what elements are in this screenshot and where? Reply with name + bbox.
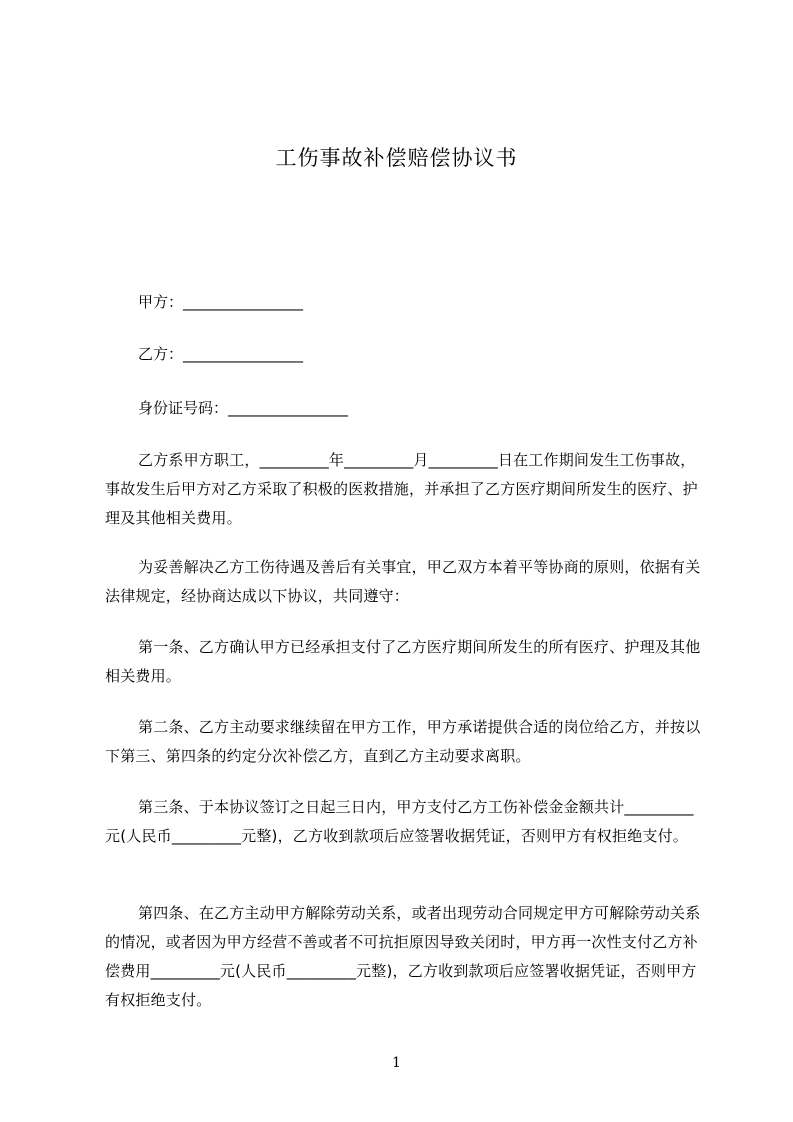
paragraph-article-4: 第四条、在乙方主动甲方解除劳动关系，或者出现劳动合同规定甲方可解除劳动关系的情况，或者因为甲方经营不善或者不可抗拒原因导致关闭时，甲方再一次性支付乙方补偿费用_________元(人民币_________元整)，乙方收到款项后应签署收据凭证，否则甲方有权拒绝支付。 (105, 904, 701, 1009)
party-a-field: 甲方：________________ (138, 293, 304, 311)
paragraph-intro: 乙方系甲方职工，_________年_________月_________日在工作期间发生工伤事故，事故发生后甲方对乙方采取了积极的医救措施，并承担了乙方医疗期间所发生的医疗、护理及其他相关费用。 (105, 451, 698, 527)
party-b-field: 乙方：________________ (138, 345, 304, 363)
paragraph-purpose: 为妥善解决乙方工伤待遇及善后有关事宜，甲乙双方本着平等协商的原则，依据有关法律规定，经协商达成以下协议，共同遵守： (105, 558, 701, 605)
paragraph-article-1: 第一条、乙方确认甲方已经承担支付了乙方医疗期间所发生的所有医疗、护理及其他相关费用。 (105, 638, 701, 685)
paragraph-article-2: 第二条、乙方主动要求继续留在甲方工作，甲方承诺提供合适的岗位给乙方，并按以下第三、第四条的约定分次补偿乙方，直到乙方主动要求离职。 (105, 718, 701, 765)
document-title: 工伤事故补偿赔偿协议书 (275, 146, 518, 170)
paragraph-article-3: 第三条、于本协议签订之日起三日内，甲方支付乙方工伤补偿金金额共计_________元(人民币_________元整)，乙方收到款项后应签署收据凭证，否则甲方有权拒绝支付。 (105, 798, 694, 845)
id-number-field: 身份证号码：________________ (138, 399, 349, 417)
page-number: 1 (392, 1055, 401, 1071)
